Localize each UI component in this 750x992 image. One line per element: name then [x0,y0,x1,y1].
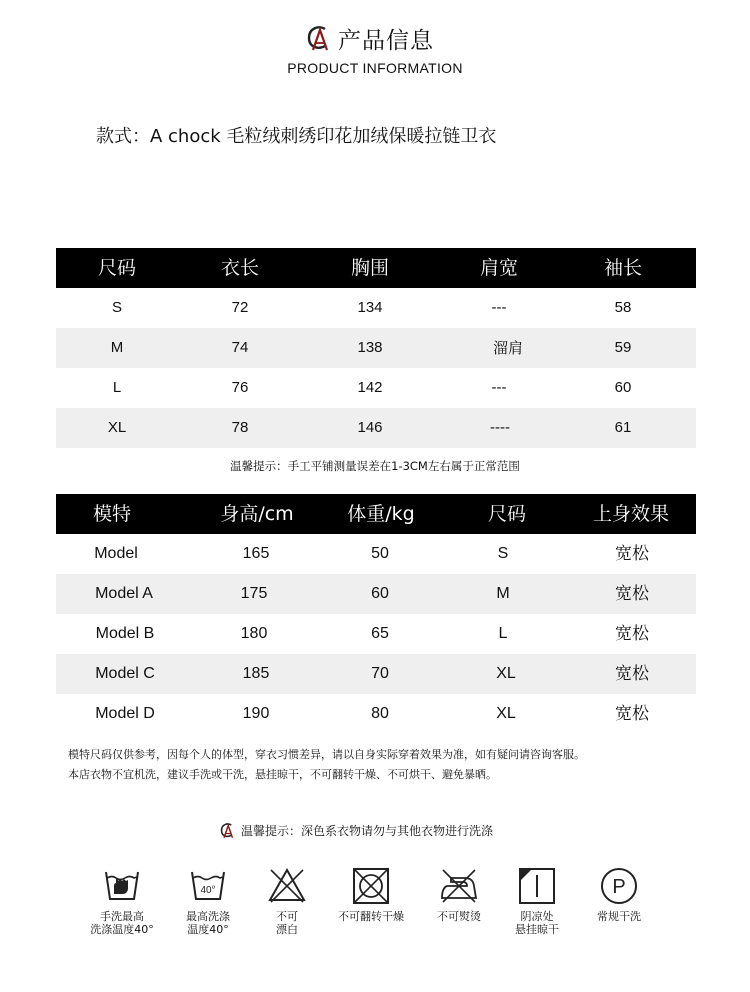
table-cell: 190 [242,705,270,722]
table-cell: 78 [231,419,249,436]
table-cell: XL [107,419,127,436]
table-cell: 60 [614,379,632,396]
brand-logo-icon [219,822,235,839]
table-cell: 58 [614,299,632,316]
table-row [56,574,696,614]
wash-temp-text: 40° [200,885,216,896]
table-cell: 142 [357,379,383,396]
table-cell: 溜肩 [492,339,524,357]
table-cell: S [497,545,509,562]
table-cell: 50 [371,545,389,562]
dry-clean-letter: P [612,876,626,898]
shade-hang-dry-icon [517,866,557,906]
care-item [574,866,664,923]
table-cell: L [112,379,122,396]
header-cell: 袖长 [603,257,643,279]
table-cell: 70 [371,665,389,682]
table-cell: 134 [357,299,383,316]
table-cell: 宽松 [615,544,649,564]
care-label [326,910,416,923]
size-table-header [56,248,696,288]
care-label-line: 洗涤温度40° [90,923,154,936]
table-cell: 72 [231,299,249,316]
wash-40-icon [188,866,228,906]
size-table [56,248,696,448]
table-cell: Model C [95,665,155,682]
table-cell: 76 [231,379,249,396]
care-label [163,910,253,936]
page-subtitle: PRODUCT INFORMATION [287,60,463,76]
header-cell: 模特 [92,503,132,525]
table-row [56,614,696,654]
care-label-line: 最高洗涤 [186,910,230,923]
table-cell: XL [496,665,516,682]
table-row [56,654,696,694]
care-item [492,866,582,936]
table-cell: 146 [357,419,383,436]
care-label [574,910,664,923]
care-header-text: 温馨提示：深色系衣物请勿与其他衣物进行洗涤 [241,824,494,838]
table-cell: 165 [242,545,270,562]
table-cell: Model B [95,625,155,642]
care-item [414,866,504,923]
header-cell: 胸围 [350,257,390,279]
table-cell: --- [491,299,507,316]
table-cell: --- [491,379,507,396]
care-header [219,822,493,839]
care-label-line: 不可翻转干燥 [338,910,404,923]
table-cell: 65 [371,625,389,642]
care-item [242,866,332,936]
model-table [56,494,696,734]
hand-wash-icon [102,866,142,906]
no-bleach-icon [267,866,307,906]
header-cell: 上身效果 [592,503,670,525]
table-row [56,534,696,574]
table-cell: 80 [371,705,389,722]
table-cell: Model A [95,585,153,602]
care-item [77,866,167,936]
table-cell: 185 [242,665,270,682]
table-cell: 74 [231,339,249,356]
table-cell: S [111,299,123,316]
table-cell: ---- [490,419,510,436]
care-label-line: 阴凉处 [520,910,554,923]
table-cell: M [110,339,124,356]
table-row [56,368,696,408]
care-label [414,910,504,923]
product-style: 款式：A chock 毛粒绒刺绣印花加绒保暖拉链卫衣 [96,126,497,147]
disclaimer-line: 本店衣物不宜机洗，建议手洗或干洗，悬挂晾干，不可翻转干燥、不可烘干、避免暴晒。 [68,768,497,781]
care-item [326,866,416,923]
no-tumble-dry-icon [351,866,391,906]
page-title: 产品信息 [338,28,434,54]
care-label-line: 手洗最高 [100,910,144,923]
header-cell: 尺码 [97,257,137,279]
table-cell: 138 [357,339,383,356]
table-cell: 宽松 [615,584,649,604]
table-cell: 175 [240,585,268,602]
table-cell: 60 [371,585,389,602]
care-label-line: 常规干洗 [597,910,641,923]
table-cell: 59 [614,339,632,356]
no-iron-icon [439,866,479,906]
header-cell: 身高/cm [220,503,294,525]
table-row [56,694,696,734]
table-cell: 宽松 [615,624,649,644]
table-cell: 180 [240,625,268,642]
table-cell: L [498,625,508,642]
header-cell: 衣长 [220,257,260,279]
care-label-line: 温度40° [187,923,229,936]
measurement-note: 温馨提示：手工平铺测量误差在1-3CM左右属于正常范围 [230,459,520,473]
care-label [77,910,167,936]
care-label-line: 悬挂晾干 [515,923,559,936]
brand-logo-icon [305,24,331,52]
table-cell: 61 [614,419,632,436]
care-label [492,910,582,936]
table-row [56,288,696,328]
care-label-line: 不可熨烫 [437,910,481,923]
page-header [0,18,750,88]
header-cell: 肩宽 [479,257,519,279]
header-cell: 体重/kg [347,503,415,525]
care-label-line: 漂白 [276,923,298,936]
care-instructions [70,866,680,956]
table-cell: Model [94,545,138,562]
fit-disclaimer [68,745,585,785]
header-cell: 尺码 [487,503,527,525]
table-cell: M [496,585,510,602]
table-row [56,408,696,448]
table-cell: 宽松 [615,664,649,684]
care-label-line: 不可 [276,910,298,923]
model-table-header [56,494,696,534]
care-item [163,866,253,936]
dry-clean-icon [599,866,639,906]
table-cell: 宽松 [615,704,649,724]
table-row [56,328,696,368]
care-label [242,910,332,936]
table-cell: XL [496,705,516,722]
disclaimer-line: 模特尺码仅供参考，因每个人的体型，穿衣习惯差异，请以自身实际穿着效果为准，如有疑问请咨询客服。 [68,748,585,761]
table-cell: Model D [95,705,155,722]
